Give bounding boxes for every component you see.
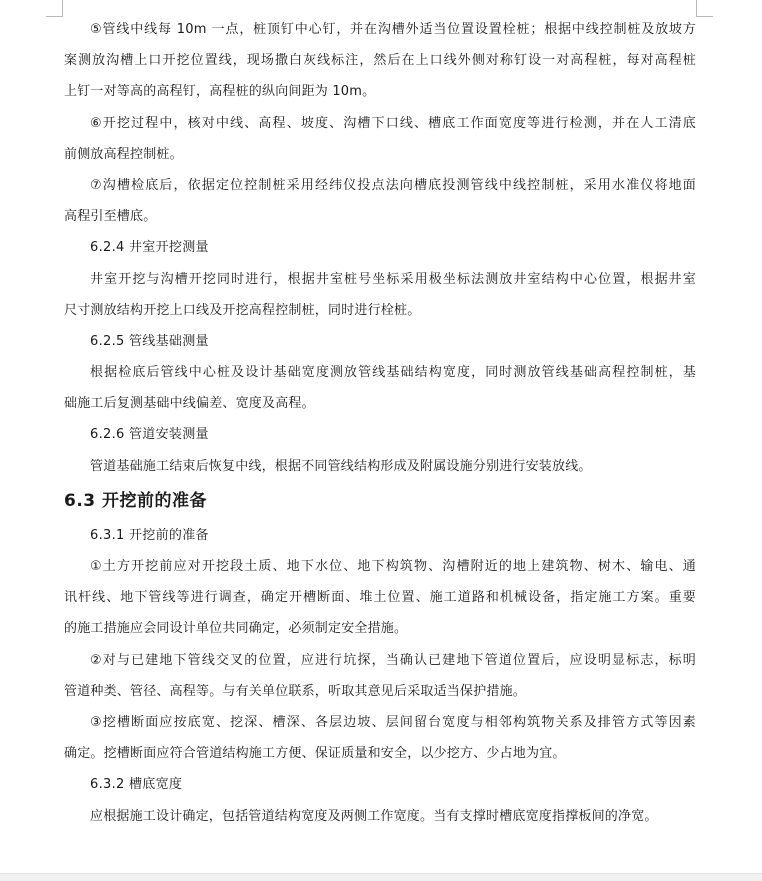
text-line: 尺寸测放结构开挖上口线及开挖高程控制桩，同时进行栓桩。	[64, 302, 421, 318]
text-line: 井室开挖与沟槽开挖同时进行，根据井室桩号坐标采用极坐标法测放井室结构中心位置，根据井室	[90, 271, 696, 287]
paragraph-item-7	[64, 170, 696, 232]
paragraph-item-1	[64, 551, 696, 645]
paragraph-item-3	[64, 707, 696, 769]
text-line: ⑤管线中线每 10m 一点，桩顶钉中心钉，并在沟槽外适当位置设置栓桩；根据中线控制桩及放坡方	[90, 22, 696, 37]
text-line: ②对与已建地下管线交叉的位置，应进行坑探，当确认已建地下管道位置后，应设明显标志，标明	[90, 652, 696, 668]
crop-mark-top-left-horizontal	[46, 16, 63, 17]
paragraph-well-excavation	[64, 264, 696, 326]
crop-mark-top-right-vertical	[696, 0, 697, 16]
text-line: ③挖槽断面应按底宽、挖深、槽深、各层边坡、层间留台宽度与相邻构筑物关系及排管方式等因素	[90, 714, 696, 730]
section-heading-6-2-4: 6.2.4 井室开挖测量	[90, 240, 209, 256]
paragraph-item-2	[64, 645, 696, 707]
text-line: 高程引至槽底。	[64, 209, 157, 225]
text-line: 管道种类、管径、高程等。与有关单位联系，听取其意见后采取适当保护措施。	[64, 683, 527, 699]
text-line: 管道基础施工结束后恢复中线，根据不同管线结构形成及附属设施分别进行安装放线。	[90, 458, 592, 474]
text-line: ①土方开挖前应对开挖段土质、地下水位、地下构筑物、沟槽附近的地上建筑物、树木、输电、通	[90, 559, 696, 574]
crop-mark-top-left-vertical	[62, 0, 63, 16]
text-line: 确定。挖槽断面应符合管道结构施工方便、保证质量和安全，以少挖方、少占地为宜。	[64, 746, 566, 762]
section-heading-6-3-1: 6.3.1 开挖前的准备	[90, 527, 209, 543]
paragraph-item-6	[64, 108, 696, 170]
paragraph-foundation-survey	[64, 357, 696, 419]
text-line: 础施工后复测基础中线偏差、宽度及高程。	[64, 396, 315, 412]
text-line: ⑦沟槽检底后，依据定位控制桩采用经纬仪投点法向槽底投测管线中线控制桩，采用水准仪将地面	[90, 177, 696, 193]
section-heading-6-2-6: 6.2.6 管道安装测量	[90, 427, 209, 443]
crop-mark-top-right-horizontal	[696, 16, 713, 17]
text-line: 前侧放高程控制桩。	[64, 146, 183, 162]
text-line: 案测放沟槽上口开挖位置线，现场撒白灰线标注，然后在上口线外侧对称钉设一对高程桩，每对高程桩	[64, 53, 696, 69]
text-line: 根据检底后管线中心桩及设计基础宽度测放管线基础结构宽度，同时测放管线基础高程控制桩，基	[90, 365, 696, 381]
text-line: 讯杆线、地下管线等进行调查，确定开槽断面、堆土位置、施工道路和机械设备，指定施工方案。重要	[64, 590, 696, 606]
paragraph-trench-width	[64, 801, 696, 832]
text-line: 上钉一对等高的高程钉，高程桩的纵向间距为 10m。	[64, 84, 376, 100]
document-body	[64, 14, 696, 832]
text-line: 应根据施工设计确定，包括管道结构宽度及两侧工作宽度。当有支撑时槽底宽度指撑板间的净宽。	[90, 808, 658, 824]
text-line: 的施工措施应会同设计单位共同确定，必须制定安全措施。	[64, 621, 408, 637]
paragraph-pipe-install	[64, 451, 696, 482]
text-line: ⑥开挖过程中，核对中线、高程、坡度、沟槽下口线、槽底工作面宽度等进行检测，并在人工清底	[90, 115, 696, 131]
section-heading-6-2-5: 6.2.5 管线基础测量	[90, 333, 209, 349]
paragraph-item-5	[64, 14, 696, 108]
section-heading-6-3: 6.3 开挖前的准备	[64, 490, 208, 511]
page-bottom-edge	[0, 873, 762, 881]
section-heading-6-3-2: 6.3.2 槽底宽度	[90, 777, 183, 793]
